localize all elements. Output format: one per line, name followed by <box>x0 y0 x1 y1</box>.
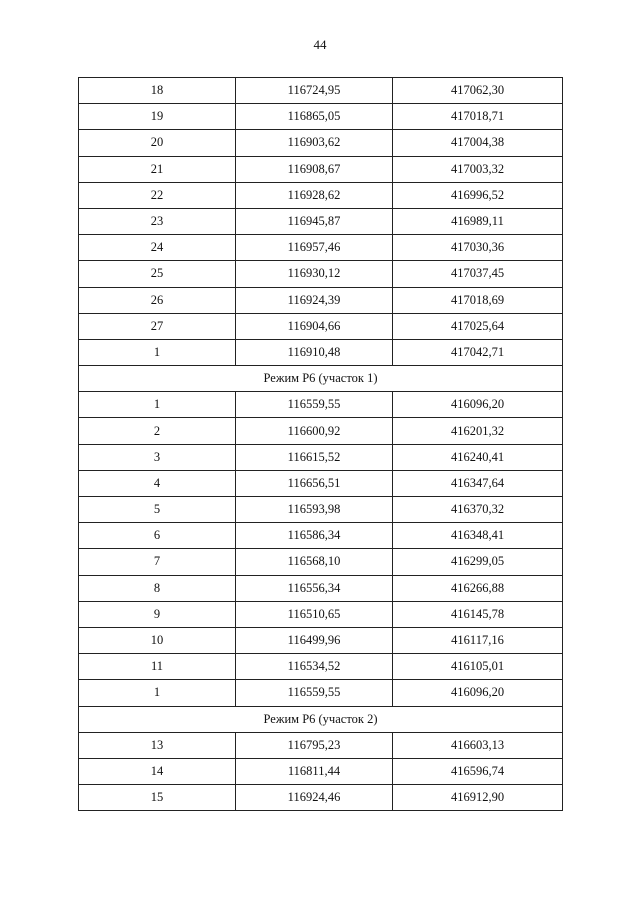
point-number-cell: 13 <box>79 732 236 758</box>
x-coordinate-cell: 116910,48 <box>236 339 393 365</box>
point-number-cell: 9 <box>79 601 236 627</box>
table-row <box>79 208 563 234</box>
point-number-cell: 11 <box>79 654 236 680</box>
table-row <box>79 78 563 104</box>
y-coordinate-cell: 417042,71 <box>393 339 563 365</box>
y-coordinate-cell: 417018,69 <box>393 287 563 313</box>
page-number: 44 <box>313 37 327 52</box>
point-number-cell: 1 <box>79 392 236 418</box>
point-number-cell: 6 <box>79 523 236 549</box>
point-number-cell: 24 <box>79 235 236 261</box>
section-heading-row <box>79 706 563 732</box>
y-coordinate-cell: 417037,45 <box>393 261 563 287</box>
x-coordinate-cell: 116957,46 <box>236 235 393 261</box>
y-coordinate-cell: 416912,90 <box>393 785 563 811</box>
point-number-cell: 1 <box>79 339 236 365</box>
point-number-cell: 21 <box>79 156 236 182</box>
x-coordinate-cell: 116930,12 <box>236 261 393 287</box>
point-number-cell: 1 <box>79 680 236 706</box>
point-number-cell: 18 <box>79 78 236 104</box>
point-number-cell: 8 <box>79 575 236 601</box>
x-coordinate-cell: 116568,10 <box>236 549 393 575</box>
table-row <box>79 627 563 653</box>
table-row <box>79 418 563 444</box>
y-coordinate-cell: 416096,20 <box>393 392 563 418</box>
point-number-cell: 3 <box>79 444 236 470</box>
y-coordinate-cell: 417025,64 <box>393 313 563 339</box>
table-row <box>79 235 563 261</box>
y-coordinate-cell: 417003,32 <box>393 156 563 182</box>
table-row <box>79 392 563 418</box>
y-coordinate-cell: 416117,16 <box>393 627 563 653</box>
point-number-cell: 20 <box>79 130 236 156</box>
x-coordinate-cell: 116559,55 <box>236 392 393 418</box>
table-row <box>79 444 563 470</box>
table-row <box>79 130 563 156</box>
x-coordinate-cell: 116865,05 <box>236 104 393 130</box>
coordinates-table-body <box>79 78 563 811</box>
x-coordinate-cell: 116924,46 <box>236 785 393 811</box>
x-coordinate-cell: 116928,62 <box>236 182 393 208</box>
y-coordinate-cell: 416105,01 <box>393 654 563 680</box>
table-row <box>79 785 563 811</box>
coordinates-table <box>78 77 563 811</box>
table-row <box>79 470 563 496</box>
x-coordinate-cell: 116556,34 <box>236 575 393 601</box>
y-coordinate-cell: 416299,05 <box>393 549 563 575</box>
x-coordinate-cell: 116600,92 <box>236 418 393 444</box>
table-row <box>79 601 563 627</box>
table-row <box>79 758 563 784</box>
x-coordinate-cell: 116586,34 <box>236 523 393 549</box>
y-coordinate-cell: 417062,30 <box>393 78 563 104</box>
table-row <box>79 654 563 680</box>
x-coordinate-cell: 116924,39 <box>236 287 393 313</box>
point-number-cell: 26 <box>79 287 236 313</box>
y-coordinate-cell: 416996,52 <box>393 182 563 208</box>
table-row <box>79 680 563 706</box>
table-row <box>79 575 563 601</box>
y-coordinate-cell: 417018,71 <box>393 104 563 130</box>
x-coordinate-cell: 116499,96 <box>236 627 393 653</box>
y-coordinate-cell: 416347,64 <box>393 470 563 496</box>
point-number-cell: 7 <box>79 549 236 575</box>
point-number-cell: 22 <box>79 182 236 208</box>
point-number-cell: 14 <box>79 758 236 784</box>
section-heading: Режим Р6 (участок 1) <box>79 366 563 392</box>
x-coordinate-cell: 116510,65 <box>236 601 393 627</box>
table-row <box>79 261 563 287</box>
table-row <box>79 104 563 130</box>
y-coordinate-cell: 416096,20 <box>393 680 563 706</box>
x-coordinate-cell: 116795,23 <box>236 732 393 758</box>
point-number-cell: 25 <box>79 261 236 287</box>
point-number-cell: 5 <box>79 497 236 523</box>
point-number-cell: 27 <box>79 313 236 339</box>
x-coordinate-cell: 116811,44 <box>236 758 393 784</box>
table-row <box>79 339 563 365</box>
point-number-cell: 2 <box>79 418 236 444</box>
x-coordinate-cell: 116724,95 <box>236 78 393 104</box>
x-coordinate-cell: 116945,87 <box>236 208 393 234</box>
table-row <box>79 287 563 313</box>
point-number-cell: 10 <box>79 627 236 653</box>
y-coordinate-cell: 416240,41 <box>393 444 563 470</box>
y-coordinate-cell: 417030,36 <box>393 235 563 261</box>
x-coordinate-cell: 116534,52 <box>236 654 393 680</box>
y-coordinate-cell: 416348,41 <box>393 523 563 549</box>
section-heading-row <box>79 366 563 392</box>
table-row <box>79 732 563 758</box>
table-row <box>79 497 563 523</box>
table-row <box>79 313 563 339</box>
x-coordinate-cell: 116559,55 <box>236 680 393 706</box>
y-coordinate-cell: 416603,13 <box>393 732 563 758</box>
y-coordinate-cell: 416989,11 <box>393 208 563 234</box>
point-number-cell: 4 <box>79 470 236 496</box>
section-heading: Режим Р6 (участок 2) <box>79 706 563 732</box>
x-coordinate-cell: 116593,98 <box>236 497 393 523</box>
y-coordinate-cell: 416370,32 <box>393 497 563 523</box>
point-number-cell: 15 <box>79 785 236 811</box>
y-coordinate-cell: 416596,74 <box>393 758 563 784</box>
y-coordinate-cell: 416201,32 <box>393 418 563 444</box>
x-coordinate-cell: 116903,62 <box>236 130 393 156</box>
point-number-cell: 23 <box>79 208 236 234</box>
table-row <box>79 156 563 182</box>
x-coordinate-cell: 116904,66 <box>236 313 393 339</box>
x-coordinate-cell: 116908,67 <box>236 156 393 182</box>
x-coordinate-cell: 116656,51 <box>236 470 393 496</box>
y-coordinate-cell: 416266,88 <box>393 575 563 601</box>
table-row <box>79 523 563 549</box>
table-row <box>79 549 563 575</box>
point-number-cell: 19 <box>79 104 236 130</box>
y-coordinate-cell: 417004,38 <box>393 130 563 156</box>
table-row <box>79 182 563 208</box>
x-coordinate-cell: 116615,52 <box>236 444 393 470</box>
y-coordinate-cell: 416145,78 <box>393 601 563 627</box>
